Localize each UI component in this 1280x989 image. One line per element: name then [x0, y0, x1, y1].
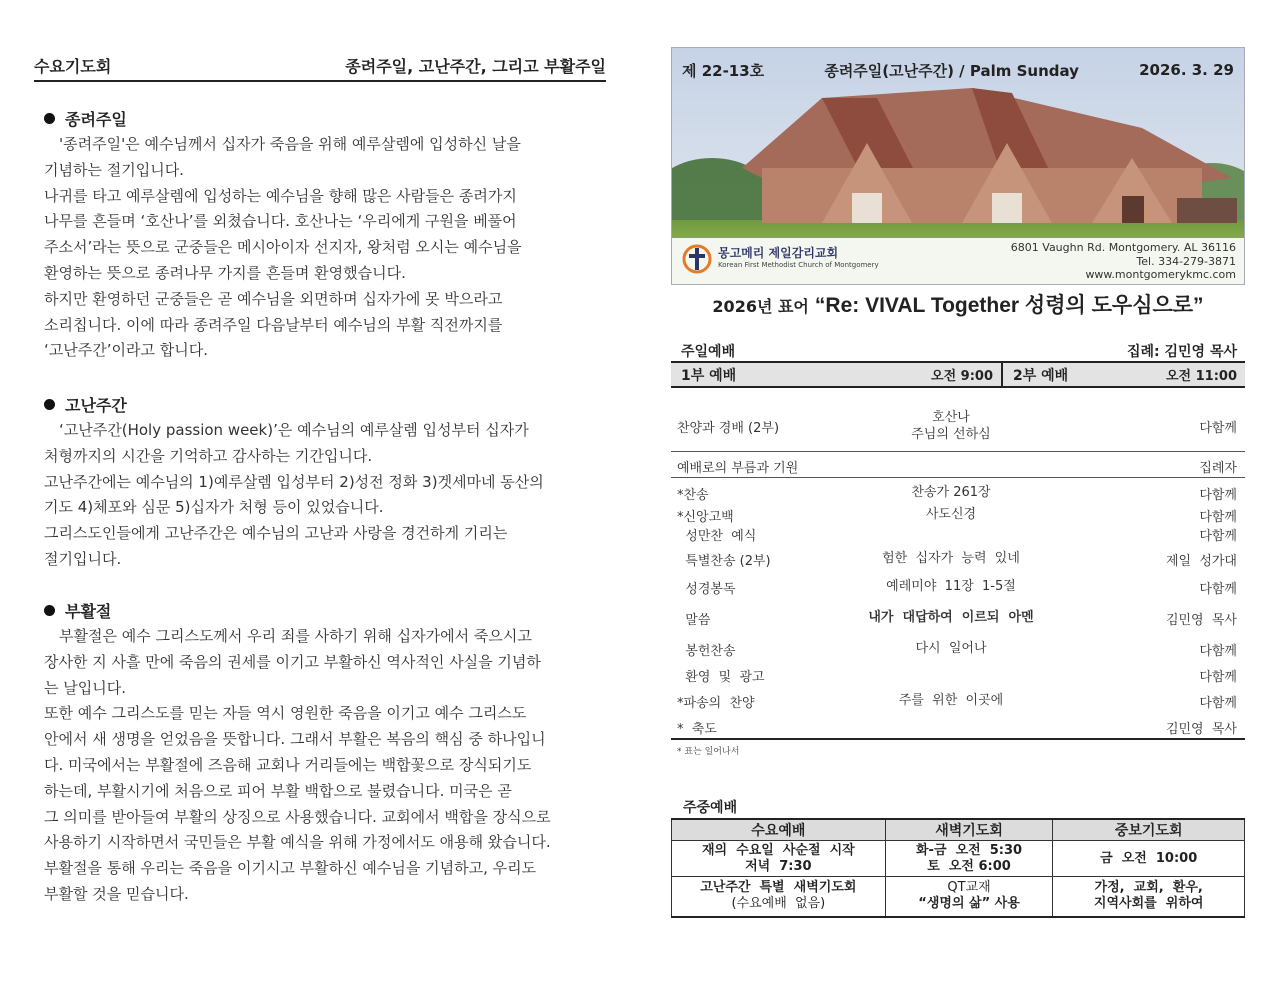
table-header: 중보기도회 — [1053, 819, 1245, 841]
motto-text: “Re: VIVAL Together 성령의 도우심으로” — [814, 294, 1204, 317]
order-leader: 집례자 — [1199, 461, 1237, 476]
text-line: 하는데, 부활시기에 처음으로 피어 부활 백합으로 불렸습니다. 미국은 곧 — [44, 781, 512, 800]
address-line: 6801 Vaughn Rd. Montgomery. AL 36116 — [1010, 241, 1236, 254]
order-item: 특별찬송 (2부) — [677, 554, 771, 569]
text-line: 그리스도인들에게 고난주간은 예수님의 고난과 사랑을 경건하게 기리는 — [44, 524, 508, 543]
order-item: 예배로의 부름과 기원 — [677, 461, 799, 476]
text-line: 기도 4)체포와 심문 5)십자가 처형 등이 있었습니다. — [44, 498, 384, 517]
order-content: 호산나 주님의 선하심 — [911, 410, 991, 442]
order-item: 환영 및 광고 — [677, 670, 765, 685]
church-name-en: Korean First Methodist Church of Montgomery — [718, 261, 879, 269]
issue-number: 제 22-13호 — [682, 61, 765, 80]
table-cell: 금 오전 10:00 — [1053, 841, 1245, 877]
weekly-worship-label: 주중예배 — [683, 800, 738, 816]
text-line: 절기입니다. — [44, 549, 122, 568]
table-cell: 고난주간 특별 새벽기도회 (수요예배 없음) — [672, 877, 886, 917]
order-item: * 축도 — [677, 722, 717, 737]
text-line: 주소서’라는 뜻으로 군중들은 메시아이자 선지자, 왕처럼 오시는 예수님을 — [44, 238, 522, 257]
order-leader: 다함께 — [1199, 644, 1237, 659]
service2-label: 2부 예배 — [1013, 367, 1069, 384]
weekly-schedule-table — [671, 818, 1245, 918]
divider — [671, 451, 1245, 452]
table-cell: 화-금 오전 5:30 토 오전 6:00 — [885, 841, 1053, 877]
presider: 집례: 김민영 목사 — [1126, 344, 1237, 360]
church-logo — [682, 244, 879, 274]
order-content: 주를 위한 이곳에 — [898, 693, 1004, 708]
text-line: 안에서 새 생명을 얻었음을 뜻합니다. 그래서 부활은 복음의 핵심 중 하나입니 — [44, 730, 546, 749]
order-leader: 다함께 — [1199, 529, 1237, 544]
bullet-icon — [44, 399, 55, 410]
order-leader: 다함께 — [1199, 582, 1237, 597]
order-item: *찬송 — [677, 488, 709, 503]
left-header-subtitle: 종려주일, 고난주간, 그리고 부활주일 — [345, 57, 606, 76]
divider — [671, 477, 1245, 478]
divider — [671, 738, 1245, 740]
order-content: 예레미야 11장 1-5절 — [886, 579, 1016, 594]
text-line: 처형까지의 시간을 기억하고 감사하는 기간입니다. — [44, 446, 373, 465]
annual-motto — [671, 289, 1245, 321]
left-header-title: 수요기도회 — [34, 57, 112, 76]
order-leader: 다함께 — [1199, 696, 1237, 711]
order-leader: 김민영 목사 — [1165, 613, 1237, 628]
order-content: 찬송가 261장 — [911, 485, 991, 500]
service-times-bar — [671, 361, 1245, 388]
order-item: *신앙고백 — [677, 510, 734, 525]
order-content: 사도신경 — [925, 507, 977, 522]
order-item: *파송의 찬양 — [677, 696, 755, 711]
standing-note: * 표는 일어나서 — [677, 747, 740, 757]
section-title: 부활절 — [65, 601, 112, 621]
text-line: ‘고난주간’이라고 합니다. — [44, 341, 208, 360]
text-line: ‘고난주간(Holy passion week)’은 예수님의 예루살렘 입성부터 십자가 — [44, 421, 529, 439]
section-body — [44, 624, 606, 908]
text-line: '종려주일'은 예수님께서 십자가 죽음을 위해 예루살렘에 입성하신 날을 — [44, 135, 521, 153]
text-line: 그 의미를 받아들여 부활의 상징으로 사용했습니다. 교회에서 백합을 장식으로 — [44, 807, 551, 826]
table-row — [672, 877, 1245, 917]
right-page — [671, 47, 1245, 912]
sermon-title: 내가 대답하여 이르되 아멘 — [868, 610, 1034, 625]
text-line: 부활절은 예수 그리스도께서 우리 죄를 사하기 위해 십자가에서 죽으시고 — [44, 627, 532, 645]
order-item: 찬양과 경배 (2부) — [677, 421, 780, 436]
cross-flame-icon — [682, 244, 712, 274]
section-title: 고난주간 — [65, 395, 127, 415]
bulletin-title: 종려주일(고난주간) / Palm Sunday — [824, 61, 1079, 80]
table-cell: 재의 수요일 사순절 시작 저녁 7:30 — [672, 841, 886, 877]
text-line: 부활할 것을 믿습니다. — [44, 884, 189, 903]
order-leader: 김민영 목사 — [1165, 722, 1237, 737]
order-leader: 다함께 — [1199, 421, 1237, 436]
order-leader: 다함께 — [1199, 510, 1237, 525]
service1-time: 오전 9:00 — [931, 369, 993, 384]
text-line: 사용하기 시작하면서 국민들은 부활 예식을 위해 가정에서도 애용해 왔습니다. — [44, 833, 551, 852]
service2-time: 오전 11:00 — [1165, 369, 1237, 384]
bulletin-date: 2026. 3. 29 — [1139, 61, 1234, 79]
issue-bar — [672, 48, 1244, 92]
table-cell: 가정, 교회, 환우, 지역사회를 위하여 — [1053, 877, 1245, 917]
table-header: 수요예배 — [672, 819, 886, 841]
order-leader: 다함께 — [1199, 670, 1237, 685]
text-line: 또한 예수 그리스도를 믿는 자들 역시 영원한 죽음을 이기고 예수 그리스도 — [44, 704, 527, 723]
text-line: 나귀를 타고 예루살렘에 입성하는 예수님을 향해 많은 사람들은 종려가지 — [44, 186, 517, 205]
text-line: 부활절을 통해 우리는 죽음을 이기시고 부활하신 예수님을 기념하고, 우리도 — [44, 859, 537, 878]
section-easter — [44, 598, 606, 908]
text-line: 나무를 흔들며 ‘호산나’를 외쳤습니다. 호산나는 ‘우리에게 구원을 베풀어 — [44, 212, 517, 231]
text-line: 환영하는 뜻으로 종려나무 가지를 흔들며 환영했습니다. — [44, 263, 406, 282]
bulletin-header — [671, 47, 1245, 285]
order-content: 다시 일어나 — [915, 641, 987, 656]
sunday-worship-header — [671, 339, 1245, 361]
text-line: 장사한 지 사흘 만에 죽음의 권세를 이기고 부활하신 역사적인 사실을 기념하 — [44, 652, 541, 671]
left-header — [34, 54, 606, 82]
order-item: 성경봉독 — [677, 582, 736, 597]
telephone: Tel. 334-279-3871 — [1136, 254, 1236, 268]
table-cell: QT교재 “생명의 삶” 사용 — [885, 877, 1053, 917]
section-title: 종려주일 — [65, 109, 127, 129]
text-line: 고난주간에는 예수님의 1)예루살렘 입성부터 2)성전 정화 3)겟세마네 동산의 — [44, 472, 544, 491]
motto-prefix: 2026년 표어 — [712, 297, 809, 316]
order-item: 말씀 — [677, 613, 711, 628]
table-header-row — [672, 819, 1245, 841]
church-name-ko: 몽고메리 제일감리교회 — [718, 246, 839, 260]
text-line: 소리칩니다. 이에 따라 종려주일 다음날부터 예수님의 부활 직전까지를 — [44, 315, 503, 334]
left-page — [34, 54, 606, 82]
order-leader: 다함께 — [1199, 488, 1237, 503]
section-palm-sunday — [44, 106, 606, 364]
website: www.montgomerykmc.com — [1085, 268, 1236, 281]
bullet-icon — [44, 605, 55, 616]
church-address — [1011, 241, 1236, 282]
order-content: 험한 십자가 능력 있네 — [882, 551, 1020, 566]
section-holy-week — [44, 392, 606, 573]
section-body — [44, 132, 606, 364]
table-header: 새벽기도회 — [885, 819, 1053, 841]
text-line: 하지만 환영하던 군중들은 곧 예수님을 외면하며 십자가에 못 박으라고 — [44, 289, 503, 308]
bullet-icon — [44, 113, 55, 124]
section-body — [44, 418, 606, 573]
order-item: 봉헌찬송 — [677, 644, 736, 659]
service1-label: 1부 예배 — [681, 367, 737, 384]
sunday-worship-label: 주일예배 — [681, 344, 736, 360]
text-line: 는 날입니다. — [44, 678, 126, 697]
order-row — [671, 409, 1245, 445]
order-leader: 제일 성가대 — [1165, 554, 1237, 569]
text-line: 다. 미국에서는 부활절에 즈음해 교회나 거리들에는 백합꽃으로 장식되기도 — [44, 755, 532, 774]
table-row — [672, 841, 1245, 877]
order-item: 성만찬 예식 — [677, 529, 757, 544]
text-line: 기념하는 절기입니다. — [44, 160, 184, 179]
